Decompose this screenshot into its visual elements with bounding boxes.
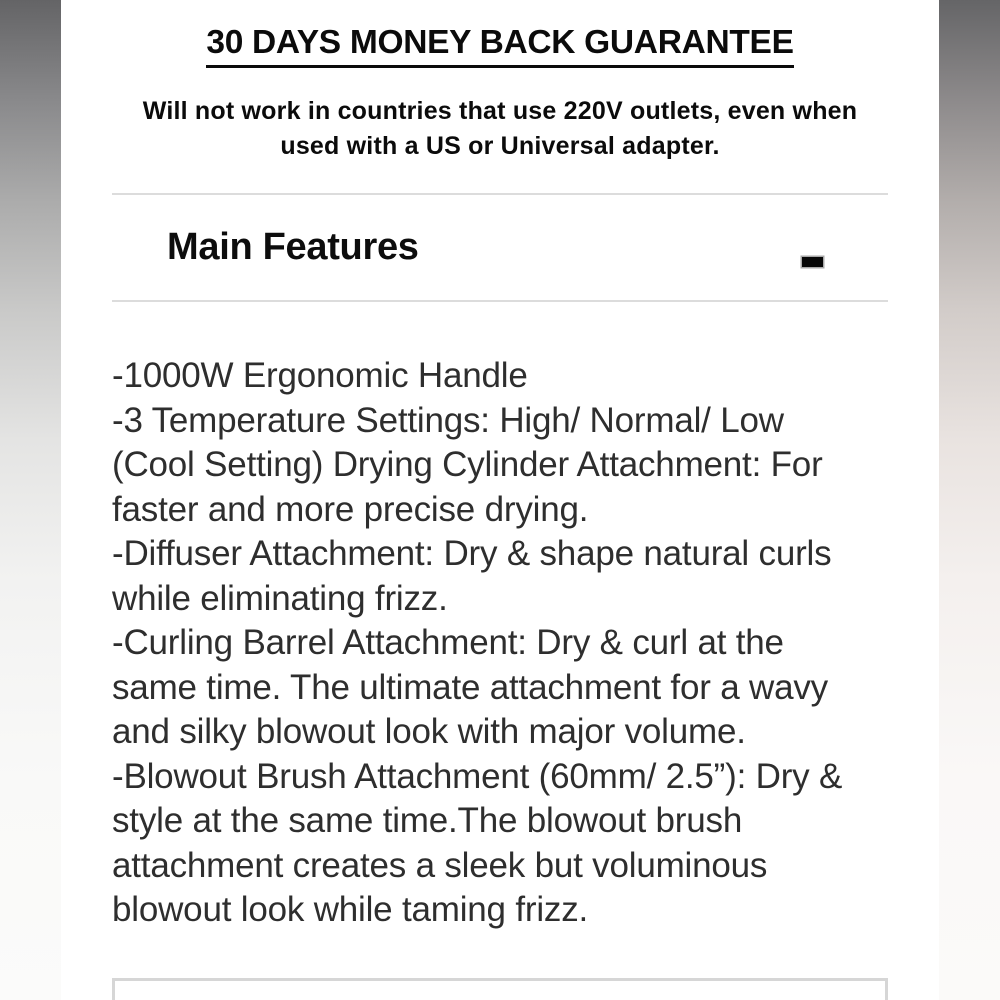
next-section-box [112, 978, 888, 1000]
left-gutter-gradient [0, 0, 61, 1000]
minus-icon[interactable] [802, 257, 823, 267]
main-features-accordion-header[interactable] [112, 195, 888, 300]
voltage-warning-text: Will not work in countries that use 220V outlets, even when used with a US or Universal adapter. [142, 97, 858, 160]
guarantee-heading [112, 22, 888, 68]
divider-below-accordion [112, 300, 888, 302]
description-panel [61, 0, 939, 1000]
right-gutter-gradient [939, 0, 1000, 1000]
feature-item: -Curling Barrel Attachment: Dry & curl at the same time. The ultimate attachment for a wavy and silky blowout look with major volume. [112, 623, 828, 751]
feature-item: -3 Temperature Settings: High/ Normal/ Low (Cool Setting) Drying Cylinder Attachment: For faster and more precise drying. [112, 400, 823, 529]
features-list [112, 354, 874, 933]
guarantee-heading-text: 30 DAYS MONEY BACK GUARANTEE [206, 22, 793, 68]
feature-item: -Diffuser Attachment: Dry & shape natural curls while eliminating frizz. [112, 534, 832, 618]
main-features-title: Main Features [167, 226, 419, 268]
feature-item: -Blowout Brush Attachment (60mm/ 2.5”): Dry & style at the same time.The blowout brush attachment creates a sleek but voluminous blowout look while taming frizz. [112, 756, 843, 929]
feature-item: -1000W Ergonomic Handle [112, 356, 528, 395]
